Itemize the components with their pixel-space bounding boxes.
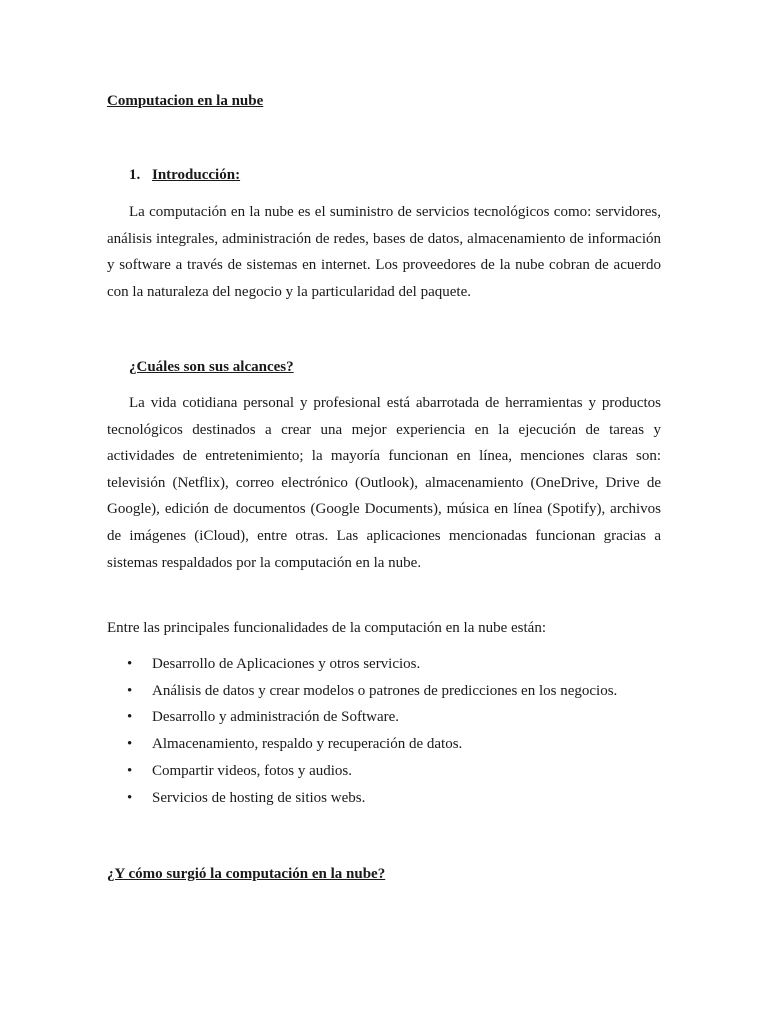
bullet-icon: • (127, 762, 133, 779)
section-number: 1. (129, 167, 141, 183)
features-list (107, 651, 617, 811)
bullet-icon: • (127, 682, 133, 699)
list-item-text: Desarrollo de Aplicaciones y otros servicios. (152, 656, 421, 672)
document-title: Computacion en la nube (107, 93, 264, 109)
list-item (107, 651, 617, 678)
list-item-text: Servicios de hosting de sitios webs. (152, 789, 366, 806)
list-item (107, 785, 617, 812)
list-item (107, 678, 617, 705)
list-item-text: Análisis de datos y crear modelos o patrones de predicciones en los negocios. (152, 682, 618, 699)
bullet-icon: • (127, 789, 133, 806)
paragraph-introduccion: La computación en la nube es el suministro de servicios tecnológicos como: servidores, análisis integrales, administración de redes, bases de datos, almacenamiento de información y software a través de sistemas en internet. Los proveedores de la nube cobran de acuerdo con la naturaleza del negocio y la particularidad del paquete. (107, 204, 661, 300)
section-heading-introduccion (107, 165, 240, 185)
list-item (107, 704, 617, 731)
bullet-icon: • (127, 736, 133, 753)
bullet-icon: • (127, 709, 133, 726)
section-heading-alcances: ¿Cuáles son sus alcances? (129, 359, 294, 375)
paragraph-funcionalidades-intro: Entre las principales funcionalidades de la computación en la nube están: (107, 620, 547, 636)
document-page (107, 0, 661, 1024)
bullet-icon: • (127, 656, 133, 672)
list-item-text: Compartir videos, fotos y audios. (152, 762, 352, 779)
paragraph-alcances: La vida cotidiana personal y profesional está abarrotada de herramientas y productos tecnológicos destinados a crear una mejor experiencia en la ejecución de tareas y actividades de entretenimiento; la mayoría funcionan en línea, menciones claras son: televisión (Netflix), correo electrónico (Outlook), almacenamiento (OneDrive, Drive de Google), edición de documentos (Google Documents), música en línea (Spotify), archivos de imágenes (iCloud), entre otras. Las aplicaciones mencionadas funcionan gracias a sistemas respaldados por la computación en la nube. (107, 395, 661, 571)
list-item-text: Desarrollo y administración de Software. (152, 709, 400, 726)
list-item (107, 731, 617, 758)
section-heading-text: Introducción: (152, 167, 241, 183)
list-item-text: Almacenamiento, respaldo y recuperación de datos. (152, 736, 463, 753)
list-item (107, 758, 617, 785)
section-heading-origen: ¿Y cómo surgió la computación en la nube? (107, 866, 386, 882)
